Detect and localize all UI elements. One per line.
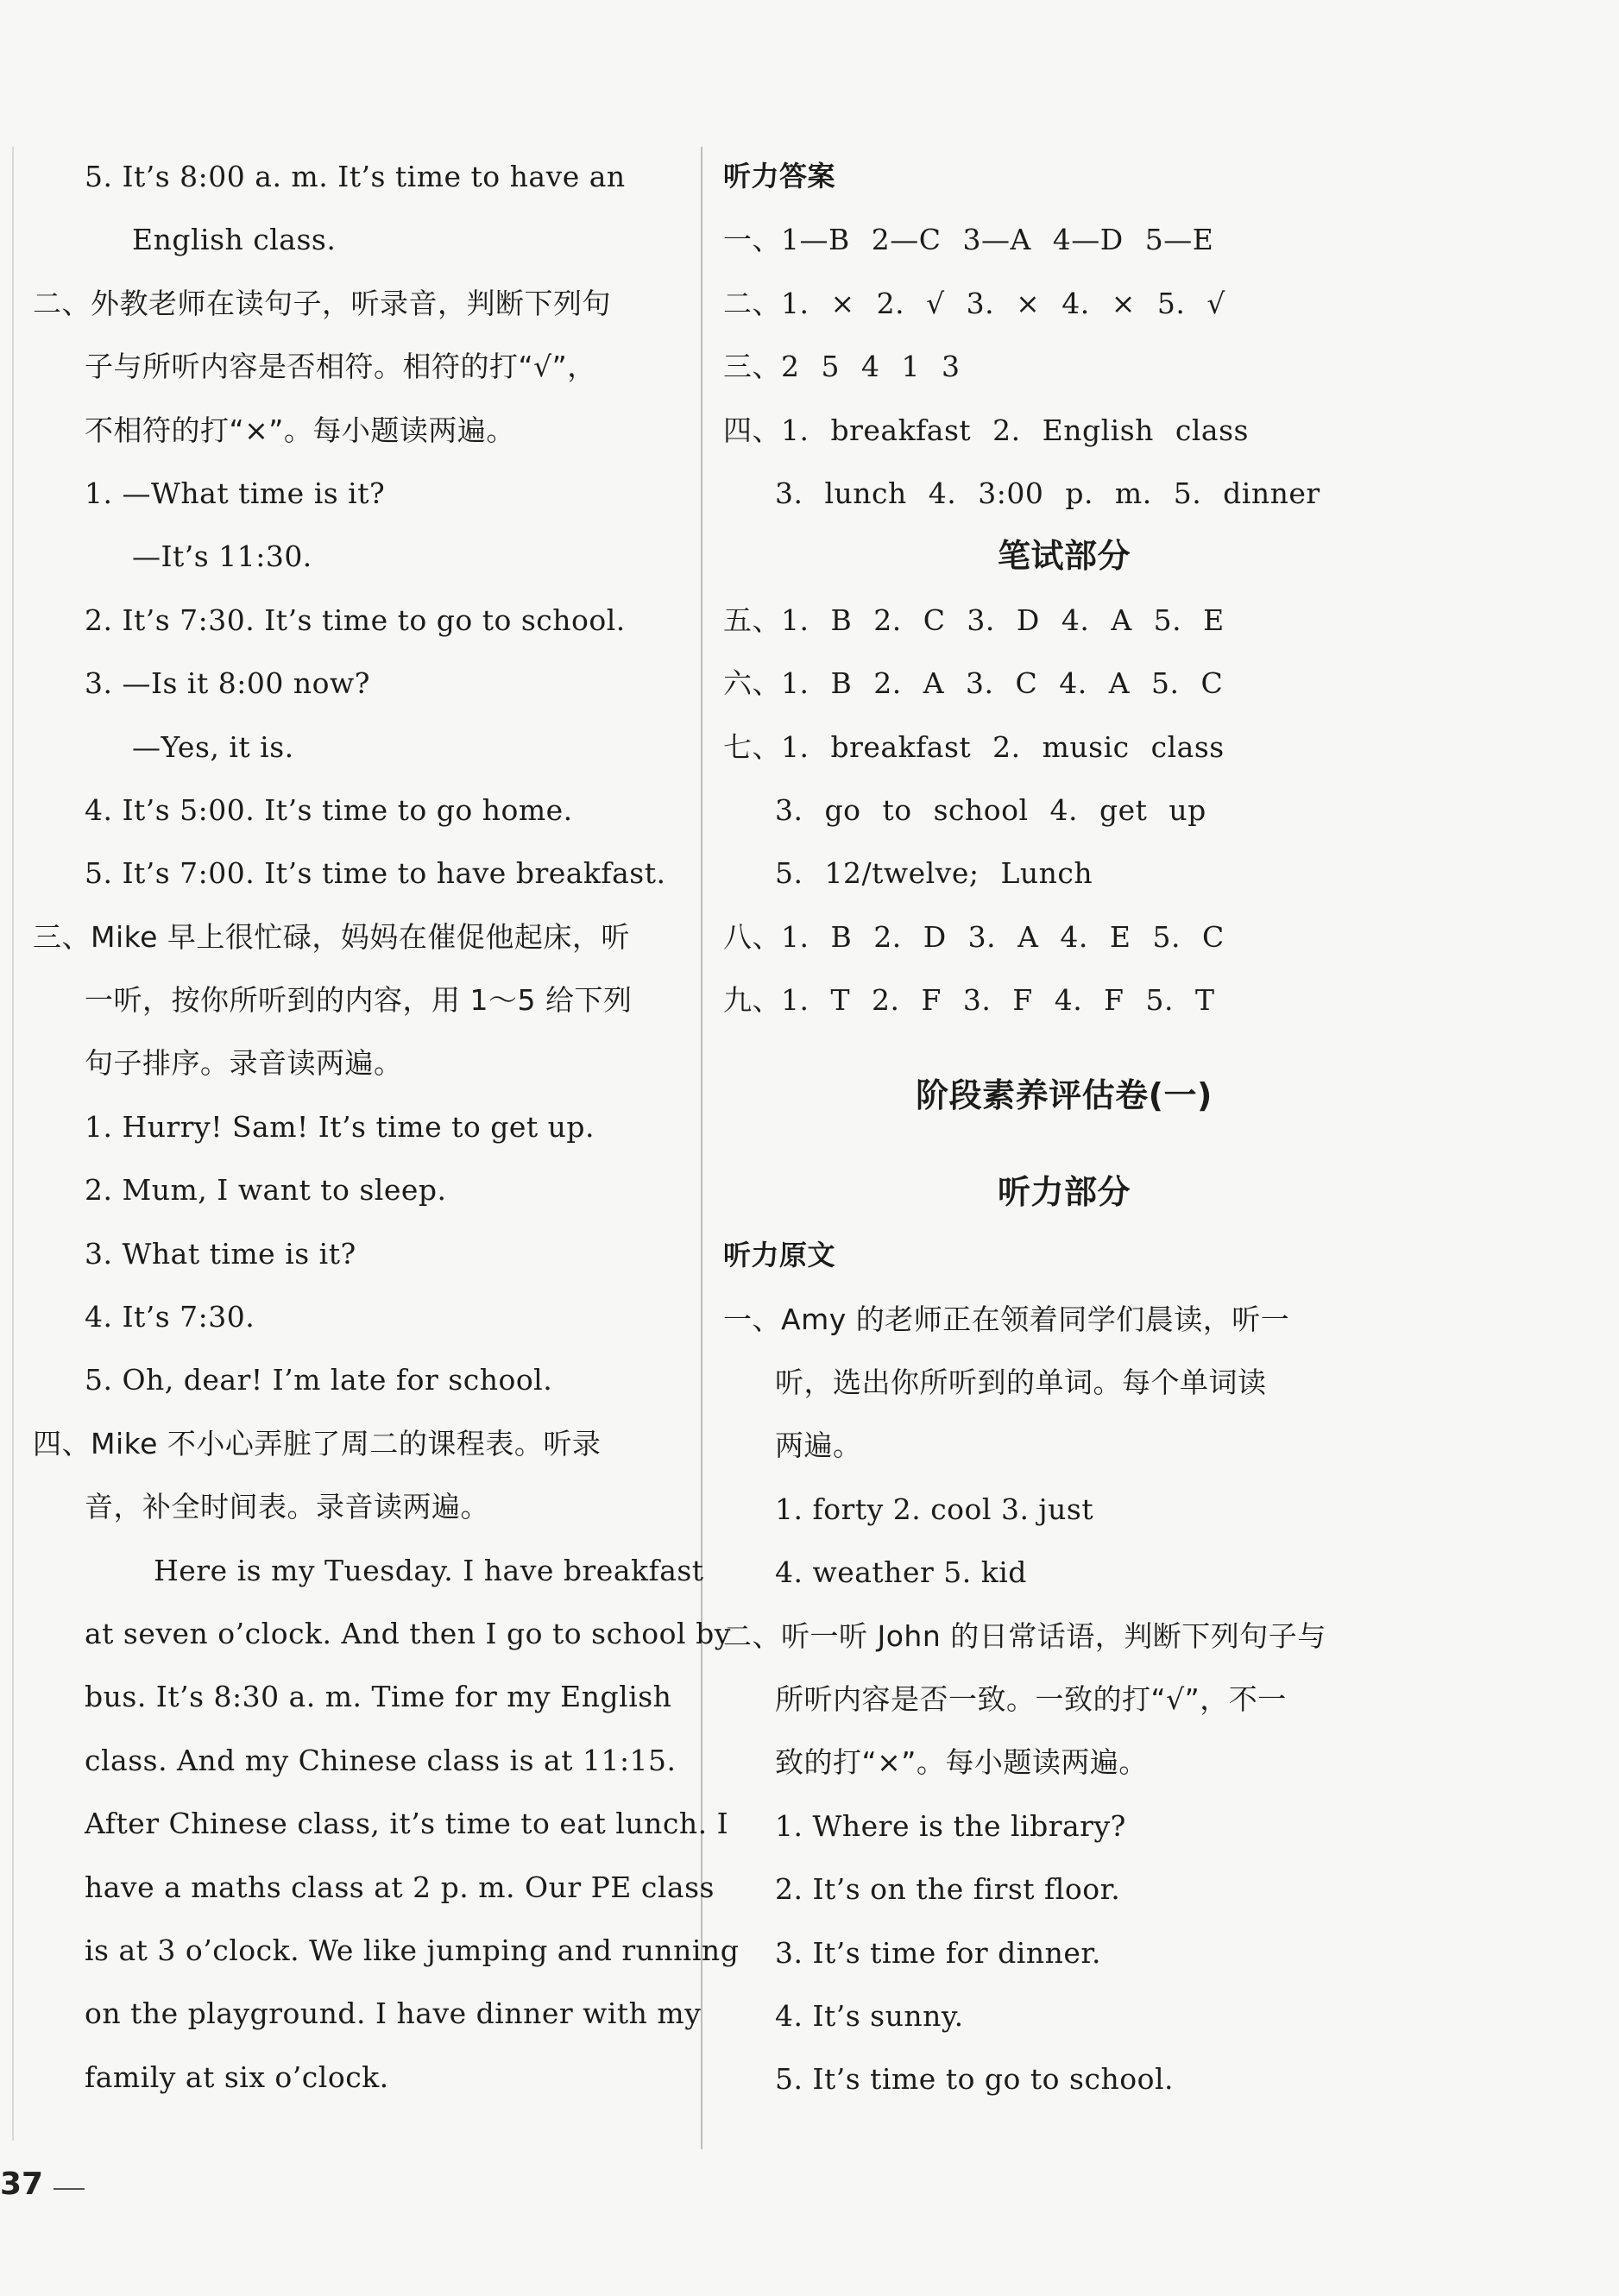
- text-line: 3. It’s time for dinner.: [775, 1935, 1102, 1970]
- text-line: 2. It’s 7:30. It’s time to go to school.: [85, 602, 626, 637]
- text-line: 1. —What time is it?: [85, 476, 386, 510]
- text-line: Here is my Tuesday. I have breakfast: [154, 1553, 704, 1587]
- footer-dash: [54, 2188, 85, 2190]
- text-line: 5. It’s 8:00 a. m. It’s time to have an: [85, 160, 626, 193]
- text-line: 致的打“×”。每小题读两遍。: [775, 1745, 1148, 1780]
- text-line: 八、1. B 2. D 3. A 4. E 5. C: [723, 919, 1225, 954]
- text-line: 1. forty 2. cool 3. just: [775, 1492, 1094, 1526]
- text-line: 所听内容是否一致。一致的打“√”，不一: [775, 1681, 1287, 1716]
- listening-section-title: 听力部分: [997, 1172, 1131, 1211]
- text-line: —Yes, it is.: [132, 729, 294, 764]
- section-gap: [723, 1128, 1405, 1161]
- text-line: 一、1—B 2—C 3—A 4—D 5—E: [723, 223, 1214, 257]
- written-answers: [723, 589, 1405, 1032]
- text-line: 2. It’s on the first floor.: [775, 1872, 1121, 1907]
- text-line: bus. It’s 8:30 a. m. Time for my English: [85, 1680, 672, 1714]
- text-line: 二、听一听 John 的日常话语，判断下列句子与: [723, 1618, 1326, 1653]
- written-section-title: 笔试部分: [997, 537, 1131, 576]
- text-line: on the playground. I have dinner with my: [85, 1996, 702, 2031]
- section-gap: [723, 1031, 1405, 1064]
- text-line: family at six o’clock.: [85, 2059, 389, 2094]
- text-line: have a maths class at 2 p. m. Our PE class: [85, 1870, 715, 1904]
- text-line: 5. 12/twelve; Lunch: [775, 856, 1093, 891]
- text-line: 三、2 5 4 1 3: [723, 350, 961, 384]
- text-line: —It’s 11:30.: [132, 539, 312, 574]
- assessment-title: 阶段素养评估卷(一): [916, 1076, 1213, 1115]
- text-line: 4. It’s 7:30.: [85, 1300, 255, 1334]
- text-line: 3. go to school 4. get up: [775, 792, 1206, 827]
- text-line: 1. Where is the library?: [775, 1808, 1126, 1843]
- text-line: 七、1. breakfast 2. music class: [723, 729, 1225, 764]
- text-line: 5. It’s time to go to school.: [775, 2062, 1174, 2097]
- text-line: 1. Hurry! Sam! It’s time to get up.: [85, 1109, 595, 1144]
- text-line: 句子排序。录音读两遍。: [85, 1046, 403, 1081]
- text-line: 4. weather 5. kid: [775, 1555, 1027, 1590]
- text-line: 五、1. B 2. C 3. D 4. A 5. E: [723, 602, 1225, 637]
- text-line: 四、1. breakfast 2. English class: [723, 413, 1249, 447]
- text-line: 3. lunch 4. 3:00 p. m. 5. dinner: [775, 476, 1320, 510]
- text-line: 六、1. B 2. A 3. C 4. A 5. C: [723, 666, 1224, 701]
- text-line: 子与所听内容是否相符。相符的打“√”，: [85, 350, 596, 384]
- text-line: class. And my Chinese class is at 11:15.: [85, 1743, 677, 1777]
- text-line: 二、外教老师在读句子，听录音，判断下列句: [33, 286, 611, 320]
- text-line: 一、Amy 的老师正在领着同学们晨读，听一: [723, 1302, 1290, 1336]
- text-line: 四、Mike 不小心弄脏了周二的课程表。听录: [33, 1426, 602, 1460]
- text-line: 3. —Is it 8:00 now?: [85, 666, 370, 701]
- page-number: 37: [0, 2167, 44, 2202]
- text-line: 音，补全时间表。录音读两遍。: [85, 1490, 489, 1524]
- text-line: 4. It’s 5:00. It’s time to go home.: [85, 792, 573, 827]
- text-line: 一听，按你所听到的内容，用 1～5 给下列: [85, 983, 633, 1018]
- text-line: 2. Mum, I want to sleep.: [85, 1173, 447, 1208]
- left-margin-rule: [12, 147, 14, 2141]
- text-line: at seven o’clock. And then I go to school by: [85, 1616, 731, 1650]
- text-line: English class.: [132, 223, 337, 257]
- answers-heading: 听力答案: [723, 160, 836, 192]
- text-line: 4. It’s sunny.: [775, 1998, 964, 2033]
- listening-answers: [723, 208, 1405, 525]
- text-line: 5. It’s 7:00. It’s time to have breakfast.: [85, 856, 666, 891]
- text-line: 5. Oh, dear! I’m late for school.: [85, 1363, 553, 1397]
- right-column: [723, 145, 1405, 2111]
- text-line: 3. What time is it?: [85, 1236, 356, 1271]
- text-line: 九、1. T 2. F 3. F 4. F 5. T: [723, 983, 1215, 1018]
- text-line: 两遍。: [775, 1429, 862, 1463]
- left-column: [33, 145, 740, 2109]
- transcript: [723, 1288, 1405, 2111]
- text-line: 二、1. × 2. √ 3. × 4. × 5. √: [723, 286, 1225, 320]
- transcript-heading: 听力原文: [723, 1239, 836, 1272]
- text-line: is at 3 o’clock. We like jumping and running: [85, 1933, 740, 1967]
- text-line: 听，选出你所听到的单词。每个单词读: [775, 1366, 1267, 1400]
- text-line: After Chinese class, it’s time to eat lunch. I: [85, 1807, 729, 1841]
- text-line: 不相符的打“×”。每小题读两遍。: [85, 413, 515, 447]
- text-line: 三、Mike 早上很忙碌，妈妈在催促他起床，听: [33, 919, 630, 954]
